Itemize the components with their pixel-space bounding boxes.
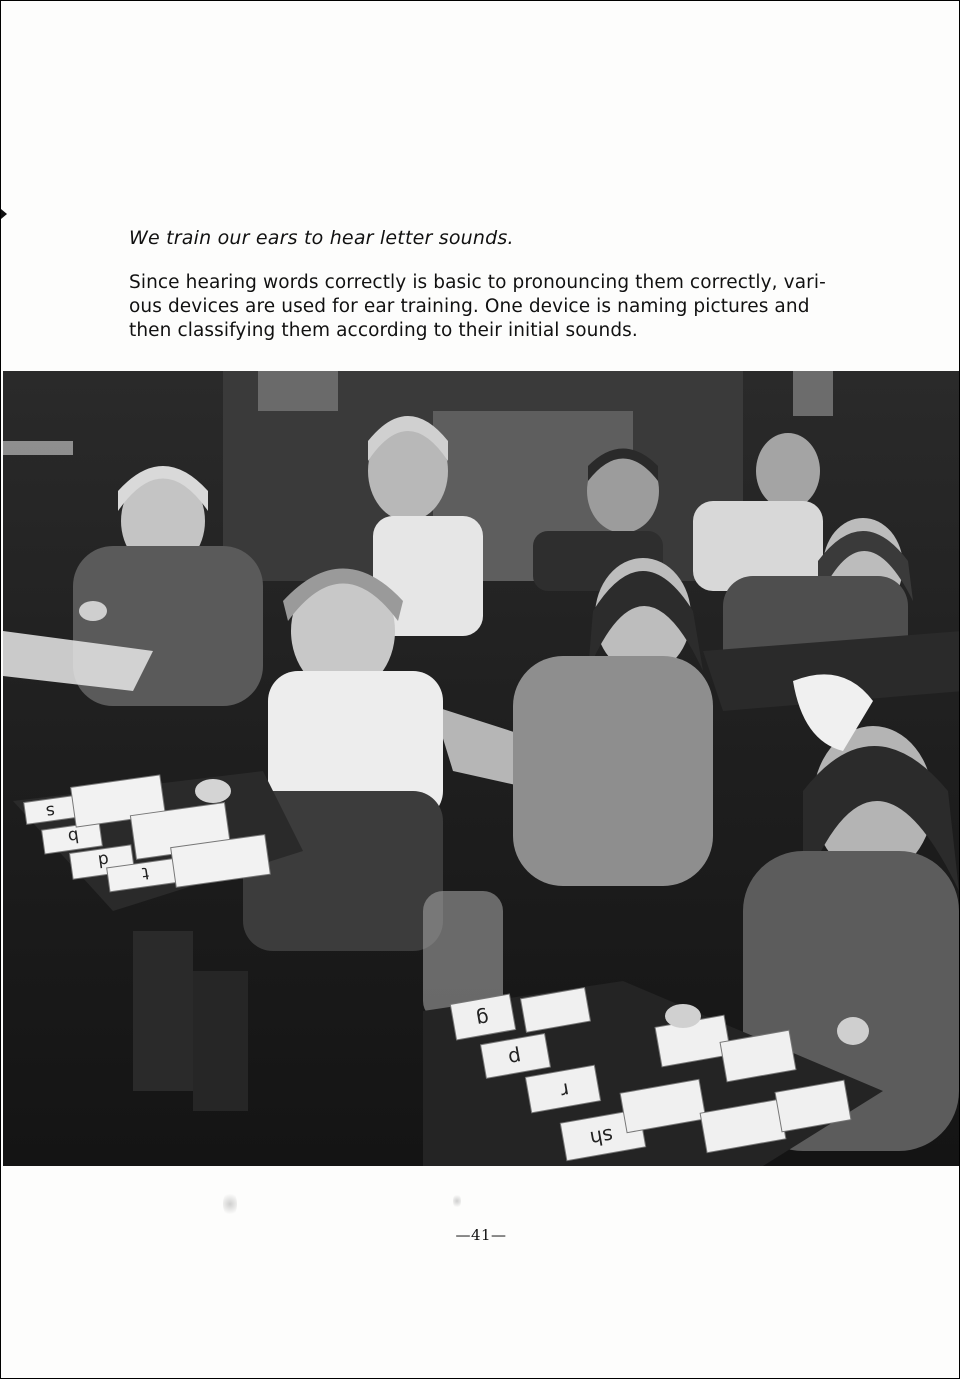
body-paragraph xyxy=(129,271,829,343)
card-letter: sh xyxy=(588,1123,616,1152)
card-letter: g xyxy=(474,1006,491,1032)
card-letter: s xyxy=(44,800,57,822)
paragraph-line: then classifying them according to their initial sounds. xyxy=(129,320,638,341)
paper-speck xyxy=(453,1193,461,1209)
classroom-photo xyxy=(3,371,959,1166)
edge-mark xyxy=(1,209,7,219)
page-number: —41— xyxy=(455,1226,507,1244)
classroom-photo-icon xyxy=(3,371,959,1166)
section-heading: We train our ears to hear letter sounds. xyxy=(129,227,514,249)
card-letter: b xyxy=(66,825,81,847)
card-letter: r xyxy=(558,1078,572,1104)
card-letter: t xyxy=(140,862,151,884)
paper-speck xyxy=(223,1191,237,1217)
card-letter: d xyxy=(96,849,111,871)
paragraph-line: Since hearing words correctly is basic to pronouncing them correctly, vari- xyxy=(129,272,826,293)
card-letter: p xyxy=(506,1045,524,1071)
paragraph-line: ous devices are used for ear training. One device is naming pictures and xyxy=(129,296,810,317)
